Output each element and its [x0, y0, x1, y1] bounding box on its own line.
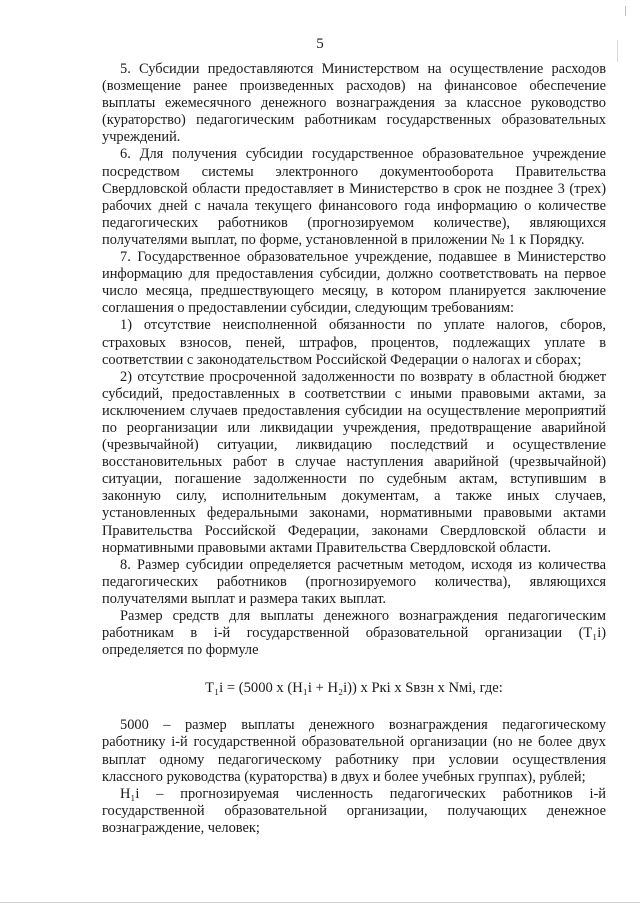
scan-artifact-bottom: [0, 902, 640, 903]
formula: Т₁i = (5000 x (Н₁i + Н₂i)) x Ркi x Sвзн x Nмi, где:: [205, 680, 503, 697]
paragraph-7-item-1: 1) отсутствие неисполненной обязанности по уплате налогов, сборов, страховых взносов, пеней, штрафов, процентов, подлежащих уплате в соответствии с законодательством Российской Федерации о налогах и сборах;: [102, 317, 606, 368]
paragraph-6: 6. Для получения субсидии государственное образовательное учреждение посредством системы электронного документооборота Правительства Свердловской области предоставляет в Министерство в срок не позднее 3 (трех) рабочих дней с начала текущего финансового года информацию о количестве педагогических работников (прогнозируемом количестве), являющихся получателями выплат, по форме, установленной в приложении № 1 к Порядку.: [102, 146, 606, 248]
paragraph-8: 8. Размер субсидии определяется расчетным методом, исходя из количества педагогических работников (прогнозируемого количества), являющихся получателями выплат и размера таких выплат.: [102, 556, 606, 607]
paragraph-5: 5. Субсидии предоставляются Министерством на осуществление расходов (возмещение ранее произведенных расходов) на финансовое обеспечение выплаты ежемесячного денежного вознаграждения за классное руководство (кураторство) педагогическим работникам государственных образовательных учреждений.: [102, 61, 606, 146]
scan-artifact-top: [625, 6, 626, 16]
definition-5000: 5000 – размер выплаты денежного вознаграждения педагогическому работнику i-й государственной образовательной организации (но не более двух выплат одному педагогическому работнику при условии осуществления классного руководства (кураторства) в двух и более учебных группах), рублей;: [102, 717, 606, 785]
paragraph-7-item-2: 2) отсутствие просроченной задолженности по возврату в областной бюджет субсидий, предоставленных в соответствии с иными правовыми актами, за исключением случаев предоставления субсидии на осуществление мероприятий по реорганизации или ликвидации учреждения, предотвращение аварийной (чрезвычайной) ситуации, ликвидацию последствий и осуществление восстановительных работ в случае наступления аварийной (чрезвычайной) ситуации, погашение задолженности по судебным актам, вступившим в законную силу, исполнительным документам, а также иных случаев, установленных федеральными законами, нормативными правовыми актами Правительства Российской Федерации, законами Свердловской области и нормативными правовыми актами Правительства Свердловской области.: [102, 368, 606, 556]
definition-h1: Н₁i – прогнозируемая численность педагогических работников i-й государственной образовательной организации, получающих денежное вознаграждение, человек;: [102, 785, 606, 836]
paragraph-7: 7. Государственное образовательное учреждение, подавшее в Министерство информацию для предоставления субсидии, должно соответствовать на первое число месяца, предшествующего месяцу, в котором планируется заключение соглашения о предоставлении субсидии, следующим требованиям:: [102, 249, 606, 317]
paragraph-8-formula-intro: Размер средств для выплаты денежного вознаграждения педагогическим работникам в i-й государственной образовательной организации (Т₁i) определяется по формуле: [102, 608, 606, 659]
document-body: [102, 61, 606, 837]
page-number: 5: [316, 36, 324, 52]
